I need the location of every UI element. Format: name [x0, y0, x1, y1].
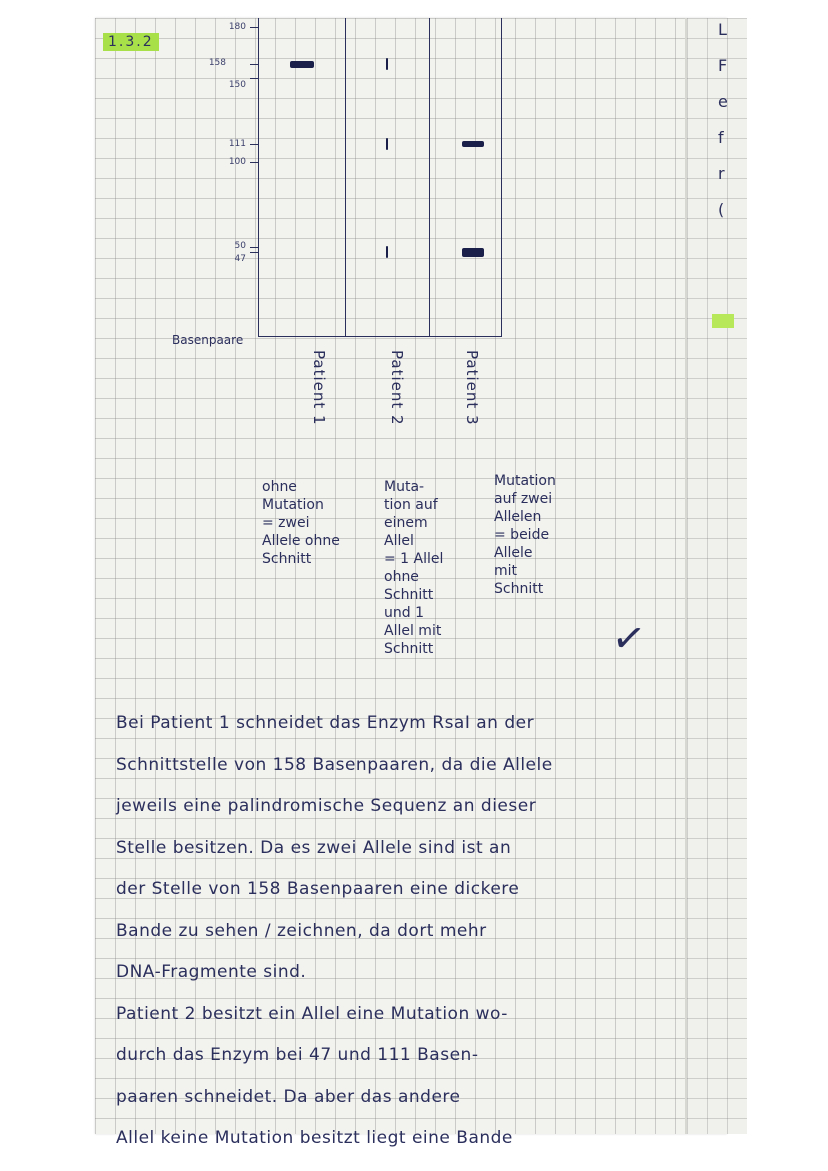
- lane-divider: [345, 18, 346, 336]
- explanation-paragraph: [116, 703, 716, 1160]
- text-line: Stelle besitzen. Da es zwei Allele sind ist an: [116, 837, 512, 858]
- text-line: Schnittstelle von 158 Basenpaaren, da die Allele: [116, 754, 553, 775]
- y-axis-tick-label: 158: [208, 58, 226, 69]
- adjacent-page-letters: [718, 20, 728, 236]
- y-axis-tick: [250, 78, 258, 79]
- y-axis-tick-label: 50: [234, 240, 246, 251]
- text-line: jeweils eine palindromische Sequenz an dieser: [116, 796, 537, 816]
- margin-letter: (: [718, 200, 725, 219]
- gel-electrophoresis-diagram: [258, 18, 502, 337]
- lane-divider: [429, 18, 430, 336]
- y-axis-tick-label: 47: [234, 254, 246, 264]
- y-axis-tick: [250, 144, 258, 145]
- margin-letter: e: [718, 92, 728, 111]
- gel-band: [386, 246, 388, 258]
- lane-label-patient-2: Patient 2: [388, 350, 406, 426]
- y-axis-tick: [250, 27, 258, 28]
- gel-band: [462, 248, 484, 257]
- gel-band: [386, 58, 388, 70]
- margin-letter: r: [718, 164, 725, 183]
- margin-letter: f: [718, 128, 724, 147]
- text-line: paaren schneidet. Da aber das andere: [116, 1086, 461, 1107]
- text-line: Bande zu sehen / zeichnen, da dort mehr: [116, 920, 487, 941]
- lane-label-patient-3: Patient 3: [463, 350, 481, 426]
- y-axis-tick: [250, 252, 258, 253]
- y-axis-tick-label: 180: [228, 22, 246, 32]
- text-line: der Stelle von 158 Basenpaaren eine dickere: [116, 879, 520, 899]
- y-axis-tick: [250, 162, 258, 163]
- text-line: durch das Enzym bei 47 und 111 Basen-: [116, 1045, 479, 1065]
- gel-band: [462, 141, 484, 147]
- lane-label-patient-1: Patient 1: [310, 350, 328, 426]
- y-axis-label: Basenpaare: [172, 333, 244, 347]
- y-axis-tick: [250, 64, 258, 65]
- y-axis-tick-label: 150: [228, 79, 246, 90]
- gel-band: [386, 138, 388, 150]
- gel-band: [290, 61, 314, 68]
- text-line: Bei Patient 1 schneidet das Enzym RsaI an der: [116, 713, 535, 733]
- text-line: Patient 2 besitzt ein Allel eine Mutation wo-: [116, 1003, 508, 1024]
- y-axis-tick: [250, 247, 258, 248]
- y-axis-tick-label: 111: [228, 138, 246, 149]
- note-patient-3: Mutation auf zwei Allelen = beide Allele mit Schnitt: [494, 473, 556, 597]
- margin-letter: F: [718, 56, 728, 75]
- text-line: Allel keine Mutation besitzt liegt eine Bande: [116, 1128, 513, 1148]
- y-axis-tick-label: 100: [228, 157, 246, 168]
- text-line: DNA-Fragmente sind.: [116, 962, 307, 982]
- note-patient-2: Muta- tion auf einem Allel = 1 Allel ohne Schnitt und 1 Allel mit Schnitt: [384, 479, 444, 657]
- highlighter-mark: [712, 314, 734, 328]
- note-patient-1: ohne Mutation = zwei Allele ohne Schnitt: [262, 479, 340, 567]
- task-number: 1.3.2: [103, 33, 159, 51]
- margin-letter: L: [718, 20, 727, 39]
- checkmark: ✓: [608, 613, 649, 665]
